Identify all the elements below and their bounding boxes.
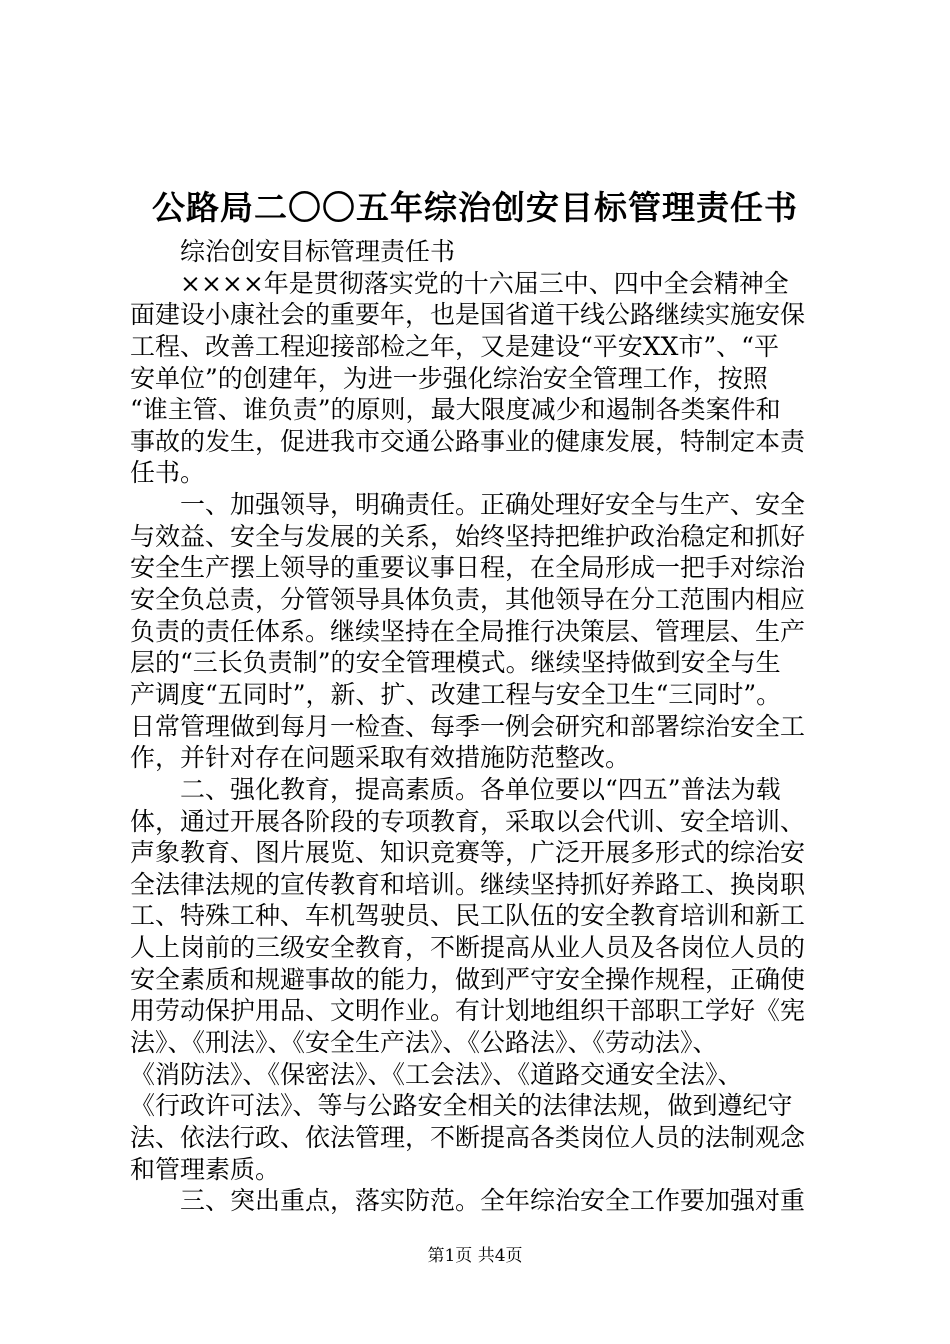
text-line: 《行政许可法》、等与公路安全相关的法律法规，做到遵纪守 — [130, 1091, 793, 1121]
text-line: 声象教育、图片展览、知识竞赛等，广泛开展多形式的综治安 — [130, 838, 806, 868]
text-line: 与效益、安全与发展的关系，始终坚持把维护政治稳定和抓好 — [130, 521, 806, 551]
text-line: 《消防法》、《保密法》、《工会法》、《道路交通安全法》、 — [130, 1059, 743, 1089]
text-line: “谁主管、谁负责”的原则，最大限度减少和遏制各类案件和 — [130, 395, 781, 425]
text-line: 综治创安目标管理责任书 — [180, 237, 456, 266]
text-line: 面建设小康社会的重要年，也是国省道干线公路继续实施安保 — [130, 300, 806, 330]
text-line: 层的“三长负责制”的安全管理模式。继续坚持做到安全与生 — [130, 648, 781, 678]
text-line: 负责的责任体系。继续坚持在全局推行决策层、管理层、生产 — [130, 616, 806, 646]
document-body — [130, 236, 830, 1217]
document-title: 公路局二〇〇五年综治创安目标管理责任书 — [152, 188, 798, 227]
text-line: 日常管理做到每月一检查、每季一例会研究和部署综治安全工 — [130, 711, 806, 741]
text-line: 法、依法行政、依法管理，不断提高各类岗位人员的法制观念 — [130, 1122, 806, 1152]
text-line: 安全生产摆上领导的重要议事日程，在全局形成一把手对综治 — [130, 553, 806, 583]
page-footer: 第1页 共4页 — [427, 1246, 523, 1266]
text-line: 安单位”的创建年，为进一步强化综治安全管理工作，按照 — [130, 363, 768, 393]
text-line: 安全素质和规避事故的能力，做到严守安全操作规程，正确使 — [130, 964, 806, 994]
text-line: 和管理素质。 — [130, 1154, 281, 1184]
text-line: 一、加强领导，明确责任。正确处理好安全与生产、安全 — [180, 490, 806, 520]
text-line: 作，并针对存在问题采取有效措施防范整改。 — [130, 743, 631, 773]
text-line: 全法律法规的宣传教育和培训。继续坚持抓好养路工、换岗职 — [130, 869, 806, 899]
text-line: 工、特殊工种、车机驾驶员、民工队伍的安全教育培训和新工 — [130, 901, 806, 931]
text-line: 工程、改善工程迎接部检之年，又是建设“平安XX市”、“平 — [130, 331, 779, 361]
text-line: 体，通过开展各阶段的专项教育，采取以会代训、安全培训、 — [130, 806, 806, 836]
text-line: 二、强化教育，提高素质。各单位要以“四五”普法为载 — [180, 774, 781, 804]
text-line: 人上岗前的三级安全教育，不断提高从业人员及各岗位人员的 — [130, 933, 806, 963]
text-line: 产调度“五同时”，新、扩、改建工程与安全卫生“三同时”。 — [130, 679, 782, 709]
text-line: 事故的发生，促进我市交通公路事业的健康发展，特制定本责 — [130, 426, 806, 456]
text-line: ××××年是贯彻落实党的十六届三中、四中全会精神全 — [180, 268, 789, 298]
text-line: 安全负总责，分管领导具体负责，其他领导在分工范围内相应 — [130, 585, 806, 615]
text-line: 任书。 — [130, 458, 206, 488]
text-line: 用劳动保护用品、文明作业。有计划地组织干部职工学好《宪 — [130, 996, 806, 1026]
text-line: 三、突出重点，落实防范。全年综治安全工作要加强对重 — [180, 1186, 806, 1216]
text-line: 法》、《刑法》、《安全生产法》、《公路法》、《劳动法》、 — [130, 1028, 718, 1058]
